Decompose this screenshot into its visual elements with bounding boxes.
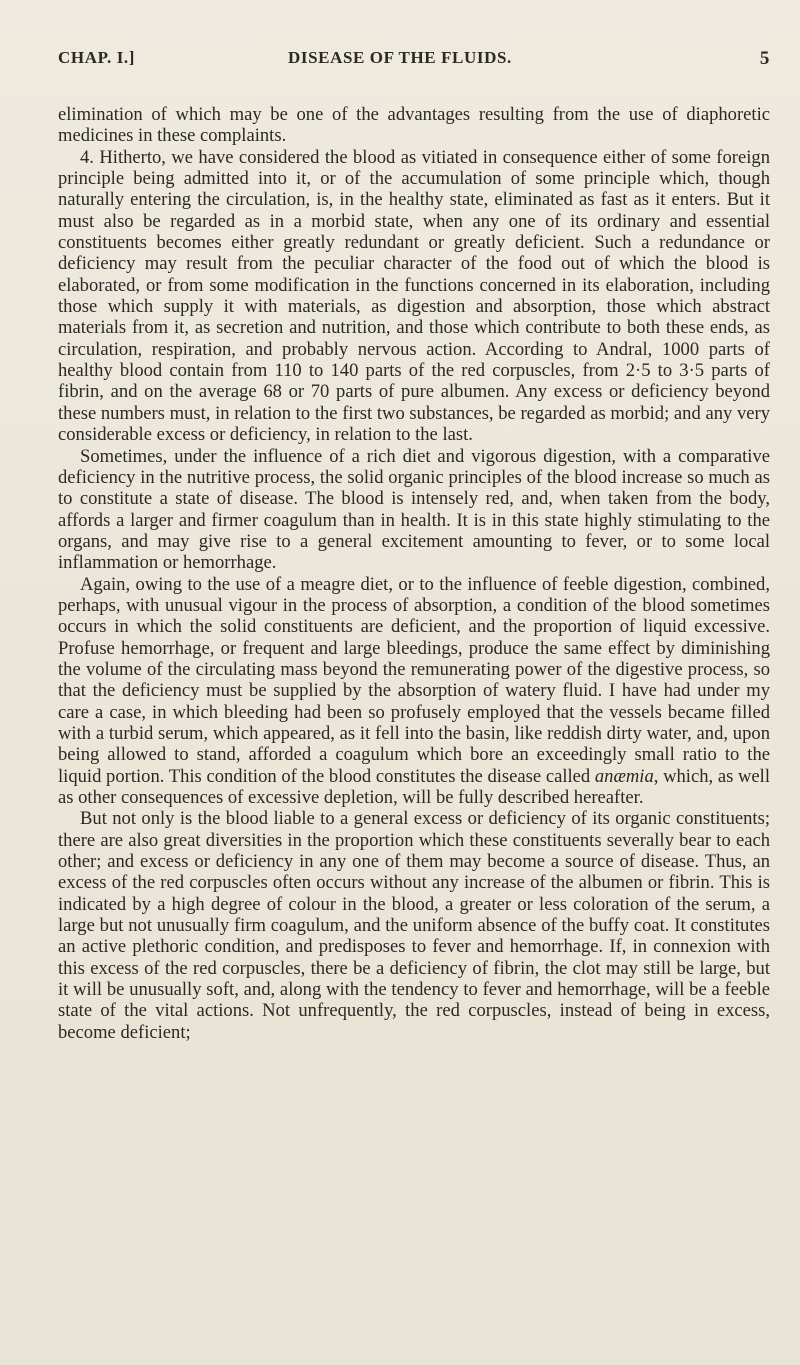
paragraph-rich-blood: Sometimes, under the influence of a rich diet and vigorous digestion, with a comparative deficiency in the nutritive process, the solid organic principles of the blood increase so much as to constitute a state of disease. The blood is intensely red, and, when taken from the body, affords a larger and firmer coagulum than in health. It is in this state highly stimulating to the organs, and may give rise to a general excitement amounting to fever, or to some local inflammation or hemorrhage. xyxy=(58,445,770,574)
anaemia-italic-term: anæmia xyxy=(594,765,654,787)
anaemia-text-after: , which, as well as other consequences of excessive depletion, will be fully described hereafter. xyxy=(58,765,770,808)
paragraph-continued: elimination of which may be one of the advantages resulting from the use of diaphoretic medicines in these complaints. xyxy=(58,104,770,147)
anaemia-text-before: Again, owing to the use of a meagre diet, or to the influence of feeble digestion, combined, perhaps, with unusual vigour in the process of absorption, a condition of the blood sometimes occurs in which the solid constituents are deficient, and the proportion of liquid excessive. Profuse hemorrhage, or frequent and large bleedings, produce the same effect by diminishing the volume of the circulating mass beyond the remunerating power of the digestive process, so that the deficiency must be supplied by the absorption of watery fluid. I have had under my care a case, in which bleeding had been so profusely employed that the vessels became filled with a turbid serum, which appeared, as it fell into the basin, like reddish dirty water, and, upon being allowed to stand, afforded a coagulum which bore an exceedingly small ratio to the liquid portion. This condition of the blood constitutes the disease called xyxy=(58,573,770,787)
paragraph-anaemia xyxy=(58,574,770,809)
body-text xyxy=(58,104,770,1043)
page-number: 5 xyxy=(759,48,770,69)
chapter-label: CHAP. I.] xyxy=(58,48,136,67)
paragraph-constituents: But not only is the blood liable to a general excess or deficiency of its organic constituents; there are also great diversities in the proportion which these constituents severally bear to each other; and excess or deficiency in any one of them may become a source of disease. Thus, an excess of the red corpuscles often occurs without any increase of the albumen or fibrin. This is indicated by a high degree of colour in the blood, a greater or less coloration of the serum, a large but not unusually firm coagulum, and the uniform absence of the buffy coat. It constitutes an active plethoric condition, and predisposes to fever and hemorrhage. If, in connexion with this excess of the red corpuscles, there be a deficiency of fibrin, the clot may still be large, but it will be unusually soft, and, along with the tendency to fever and hemorrhage, will be a feeble state of the vital actions. Not unfrequently, the red corpuscles, instead of being in excess, become deficient; xyxy=(58,808,770,1043)
running-head xyxy=(58,48,770,76)
running-title: DISEASE OF THE FLUIDS. xyxy=(288,48,512,67)
paragraph-section-4: 4. Hitherto, we have considered the blood as vitiated in consequence either of some foreign principle being admitted into it, or of the accumulation of some principle which, though naturally entering the circulation, is, in the healthy state, eliminated as fast as it enters. But it must also be regarded as in a morbid state, when any one of its ordinary and essential constituents becomes either greatly redundant or greatly deficient. Such a redundance or deficiency may result from the peculiar character of the food out of which the blood is elaborated, or from some modification in the functions concerned in its elaboration, including those which supply it with materials, as digestion and absorption, those which abstract materials from it, as secretion and nutrition, and those which contribute to both these ends, as circulation, respiration, and probably nervous action. According to Andral, 1000 parts of healthy blood contain from 110 to 140 parts of the red corpuscles, from 2·5 to 3·5 parts of fibrin, and on the average 68 or 70 parts of pure albumen. Any excess or deficiency beyond these numbers must, in relation to the first two substances, be regarded as morbid; and any very considerable excess or deficiency, in relation to the last. xyxy=(58,146,770,446)
